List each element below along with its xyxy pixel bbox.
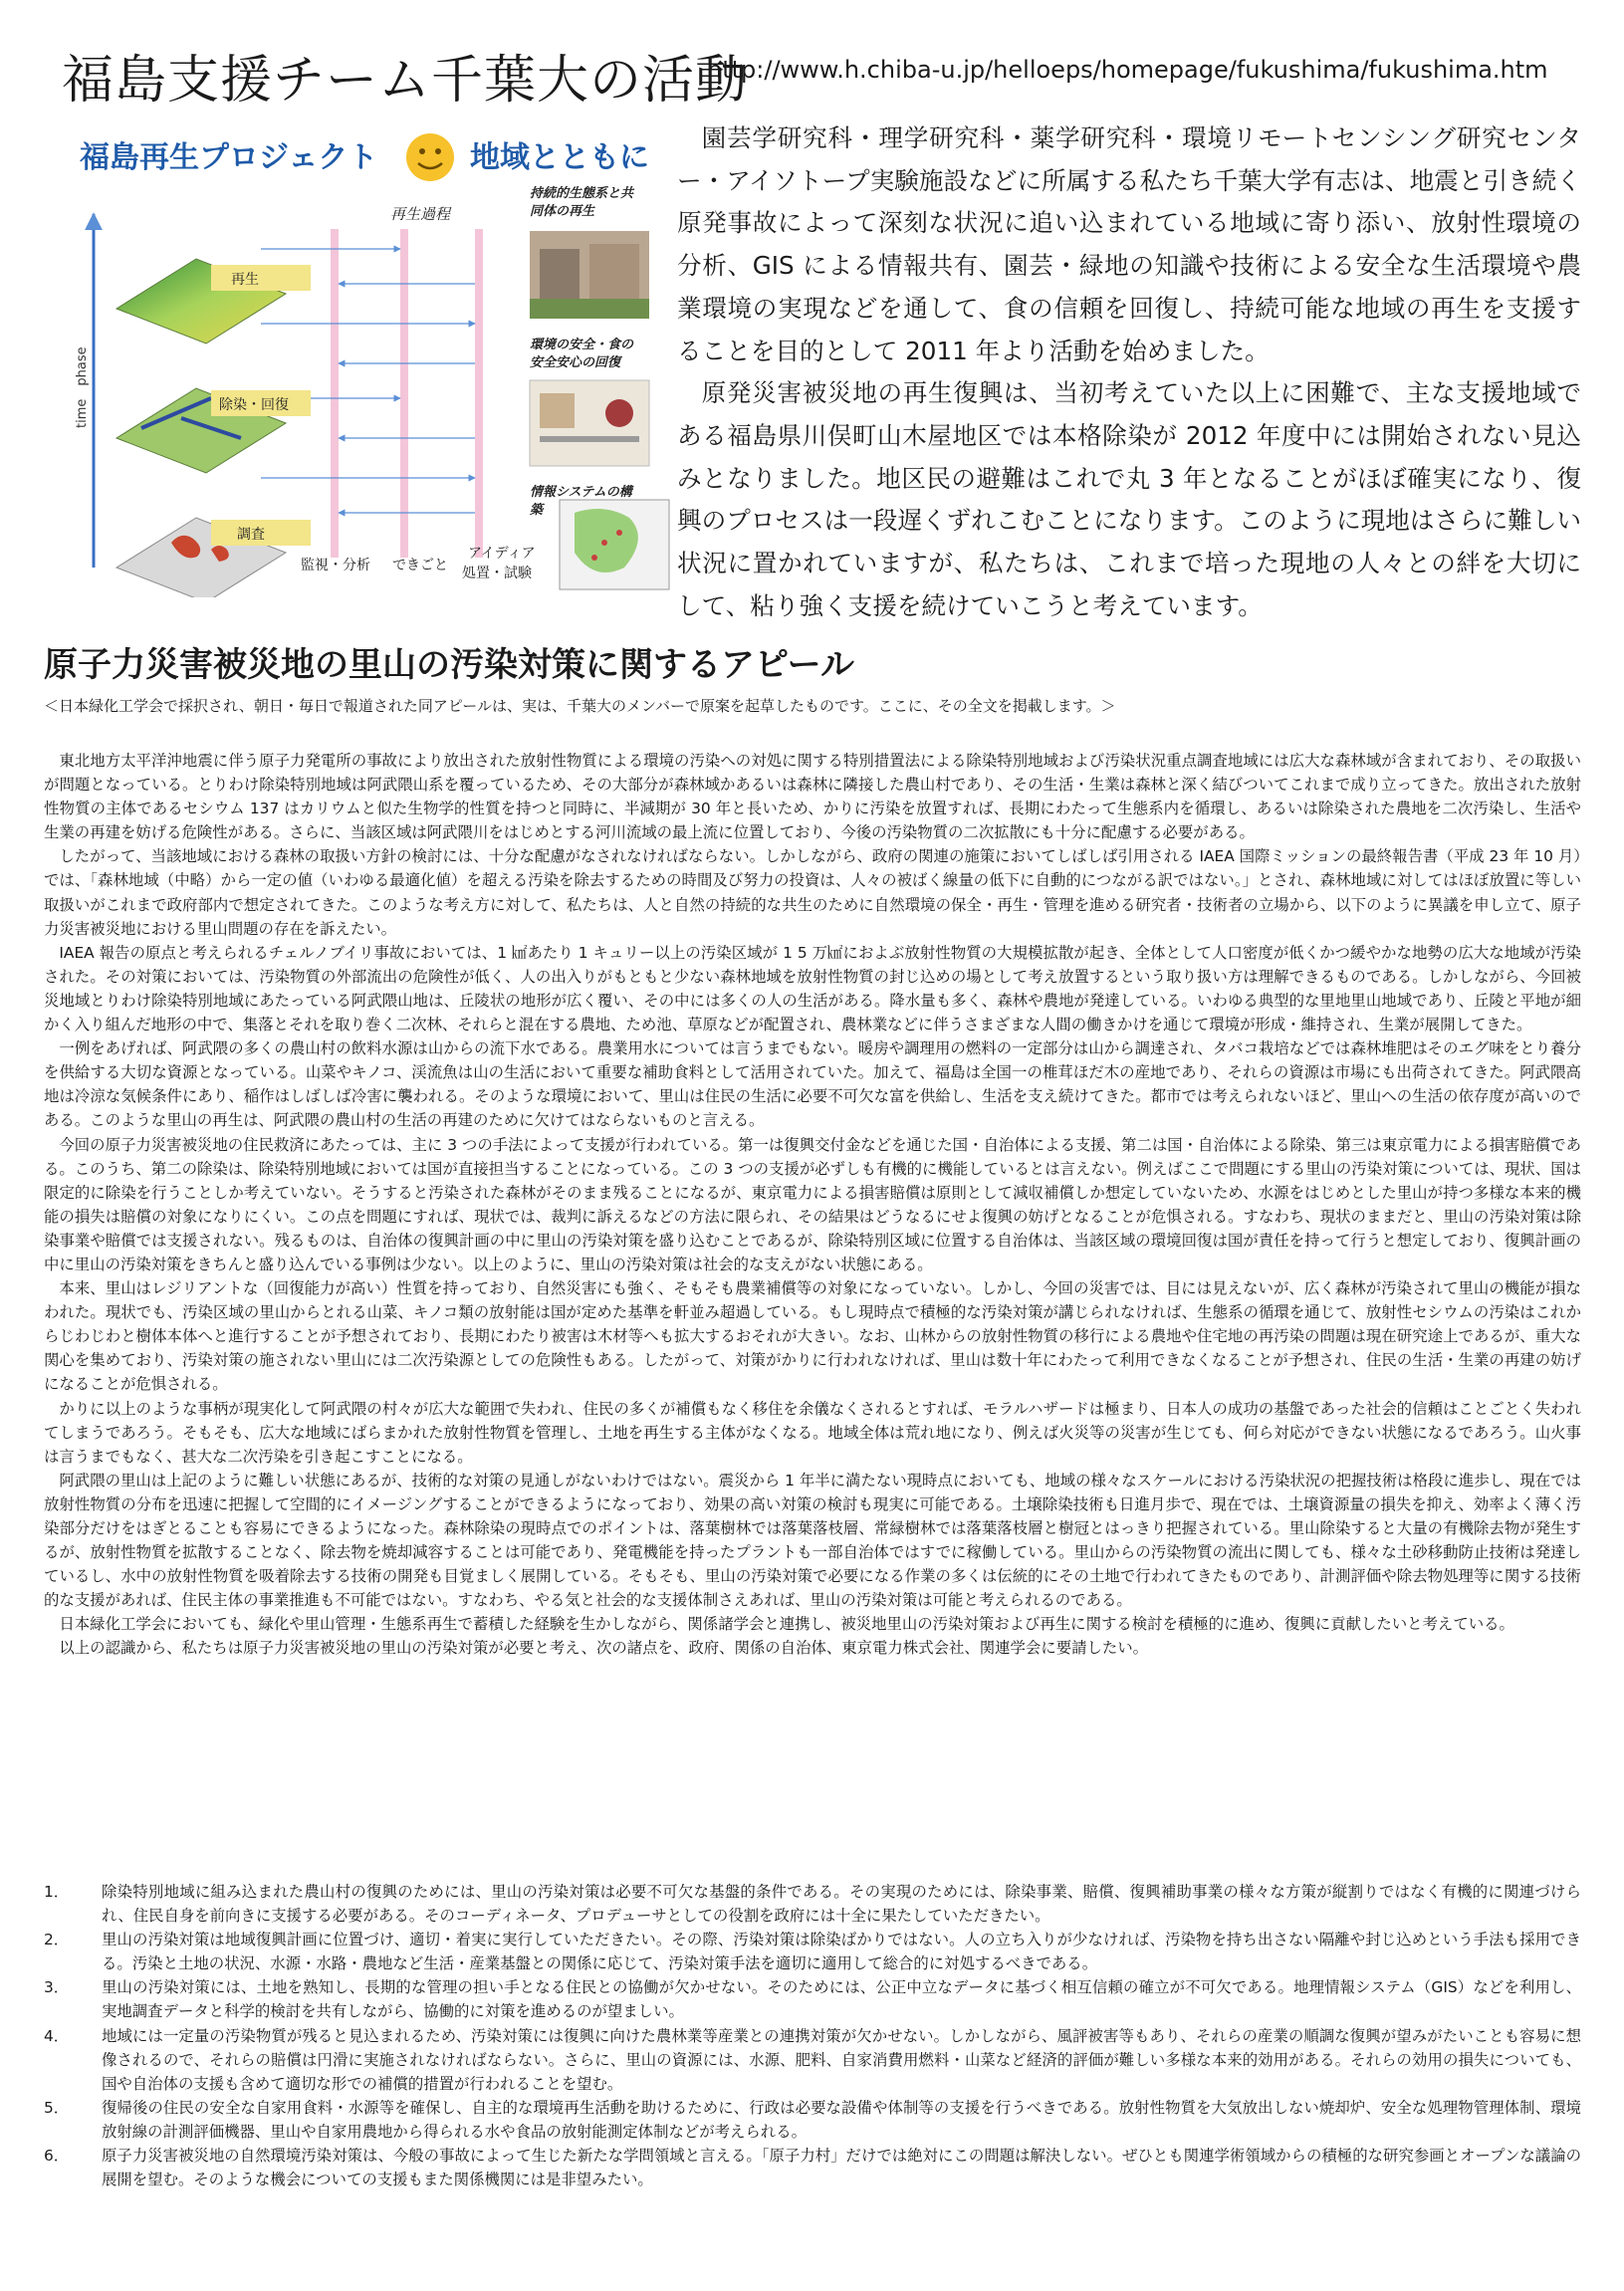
project-diagram	[62, 119, 679, 597]
stage-label: 調査	[237, 527, 265, 543]
page-url[interactable]: http://www.h.chiba-u.jp/helloeps/homepage/fukushima/fukushima.htm	[707, 56, 1548, 84]
list-item	[44, 2096, 1581, 2144]
list-number: 2．	[44, 1931, 70, 1949]
appeal-body	[44, 749, 1581, 1661]
list-number: 3．	[44, 1978, 70, 1997]
header	[62, 38, 1575, 111]
right-label: 築	[530, 503, 544, 518]
list-item	[44, 1975, 1581, 2023]
bottom-label: アイディア	[468, 546, 536, 562]
appeal-paragraph: 本来、里山はレジリアントな（回復能力が高い）性質を持っており、自然災害にも強く、そもそも農業補償等の対象になっていない。しかし、今回の災害では、目には見えないが、広く森林が汚染されて里山の機能が損なわれた。現状でも、汚染区域の里山からとれる山菜、キノコ類の放射能は国が定めた基準を軒並み超過している。もし現時点で積極的な汚染対策が講じられなければ、生態系の循環を通じて、放射性セシウムの汚染はこれからじわじわと樹体本体へと進行することが予想されており、長期にわたり被害は木材等へも拡大するおそれが大きい。なお、山林からの放射性物質の移行による農地や住宅地の再汚染の問題は現在研究途上であるが、重大な関心を集めており、汚染対策の施されない里山には二次汚染源としての危険性もある。したがって、対策がかりに行われなければ、里山は数十年にわたって利用できなくなることが予想され、住民の生活・生業の再建の妨げになることが危惧される。	[44, 1279, 1581, 1394]
appeal-title: 原子力災害被災地の里山の汚染対策に関するアピール	[44, 645, 854, 685]
right-label: 同体の再生	[530, 204, 595, 219]
list-item	[44, 1928, 1581, 1975]
list-text: 里山の汚染対策は地域復興計画に位置づけ、適切・着実に実行していただきたい。その際、汚染対策は除染ばかりではない。人の立ち入りが少なければ、汚染物を持ち出さない隔離や封じ込めという手法も採用できる。汚染と土地の状況、水源・水路・農地など生活・産業基盤との関係に応じて、汚染対策手法を適切に適用して総合的に対処するべきである。	[102, 1931, 1581, 1973]
bottom-label: できごと	[392, 558, 448, 573]
process-label: 再生過程	[390, 205, 451, 223]
right-label: 安全安心の回復	[530, 355, 621, 370]
list-text: 里山の汚染対策には、土地を熟知し、長期的な管理の担い手となる住民との協働が欠かせない。そのためには、公正中立なデータに基づく相互信頼の確立が不可欠である。地理情報システム（GIS）などを利用し、実地調査データと科学的検討を共有しながら、協働的に対策を進めるのが望ましい。	[102, 1978, 1581, 2021]
list-item	[44, 1880, 1581, 1928]
time-axis-label: time phase	[75, 346, 90, 428]
intro-paragraph: 園芸学研究科・理学研究科・薬学研究科・環境リモートセンシング研究センター・アイソトープ実験施設などに所属する私たち千葉大学有志は、地震と引き続く原発事故によって深刻な状況に追い込まれている地域に寄り添い、放射性環境の分析、GIS による情報共有、園芸・緑地の知識や技術による安全な生活環境や農業環境の実現などを通して、食の信頼を回復し、持続可能な地域の再生を支援することを目的として 2011 年より活動を始めました。	[677, 123, 1581, 365]
right-label: 情報システムの構	[530, 485, 632, 500]
appeal-paragraph: 以上の認識から、私たちは原子力災害被災地の里山の汚染対策が必要と考え、次の諸点を、政府、関係の自治体、東京電力株式会社、関連学会に要請したい。	[59, 1639, 1149, 1658]
project-figure	[62, 119, 679, 597]
right-label: 持続的生態系と共	[530, 186, 634, 201]
appeal-paragraph: したがって、当該地域における森林の取扱い方針の検討には、十分な配慮がなされなければならない。しかしながら、政府の関連の施策においてしばしば引用される IAEA 国際ミッションの最終報告書（平成 23 年 10 月）では、「森林地域（中略）から一定の値（いわゆる最適化値）を超える汚染を除去するための時間及び努力の投資は、人々の被ばく線量の低下に自動的につながる訳ではない。」とされ、森林地域に対してはほぼ放置に等しい取扱いがこれまで政府部内で想定されてきた。このような考え方に対して、私たちは、人と自然の持続的な共生のために自然環境の保全・再生・管理を進める研究者・技術者の立場から、以下のように異議を申し立て、原子力災害被災地における里山問題の存在を訴えたい。	[44, 847, 1581, 938]
list-text: 復帰後の住民の安全な自家用食料・水源等を確保し、自主的な環境再生活動を助けるために、行政は必要な設備や体制等の支援を行うべきである。放射性物質を大気放出しない焼却炉、安全な処理物管理体制、環境放射線の計測評価機器、里山や自家用農地から得られる水や食品の放射能測定体制などが考えられる。	[102, 2098, 1581, 2141]
appeal-note: ＜日本緑化工学会で採択され、朝日・毎日で報道された同アピールは、実は、千葉大のメンバーで原案を起草したものです。ここに、その全文を掲載します。＞	[44, 697, 1116, 715]
list-number: 4．	[44, 2026, 70, 2045]
list-number: 6．	[44, 2147, 70, 2166]
bottom-label: 監視・分析	[301, 558, 370, 573]
list-number: 1．	[44, 1883, 70, 1901]
list-text: 地域には一定量の汚染物質が残ると見込まれるため、汚染対策には復興に向けた農林業等産業との連携対策が欠かせない。しかしながら、風評被害等もあり、それらの産業の順調な復興が望みがたいことも容易に想像されるので、それらの賠償は円滑に実施されなければならない。さらに、里山の資源には、水源、肥料、自家消費用燃料・山菜など経済的評価が難しい多様な本来的効用がある。それらの効用の損失についても、国や自治体の支援も含めて適切な形での補償的措置が行われることを望む。	[102, 2026, 1581, 2093]
appeal-request-list	[44, 1880, 1581, 2191]
figure-title-left: 福島再生プロジェクト	[80, 140, 378, 175]
list-item	[44, 2024, 1581, 2096]
figure-title-right: 地域とともに	[470, 140, 649, 175]
appeal-paragraph: 日本緑化工学会においても、緑化や里山管理・生態系再生で蓄積した経験を生かしながら、関係諸学会と連携し、被災地里山の汚染対策および再生に関する検討を積極的に進め、復興に貢献したいと考えている。	[59, 1615, 1514, 1634]
stage-label: 除染・回復	[219, 397, 289, 413]
list-number: 5．	[44, 2098, 70, 2117]
intro-paragraph: 原発災害被災地の再生復興は、当初考えていた以上に困難で、主な支援地域である福島県川俣町山木屋地区では本格除染が 2012 年度中には開始されない見込みとなりました。地区民の避難はこれで丸 3 年となることがほぼ確実になり、復興のプロセスは一段遅くずれこむことになります。このように現地はさらに難しい状況に置かれていますが、私たちは、これまで培った現地の人々との絆を大切にして、粘り強く支援を続けていこうと考えています。	[677, 378, 1582, 620]
list-text: 原子力災害被災地の自然環境汚染対策は、今般の事故によって生じた新たな学問領域と言える。「原子力村」だけでは絶対にこの問題は解決しない。ぜひとも関連学術領域からの積極的な研究参画とオープンな議論の展開を望む。そのような機会についての支援もまた関係機関には是非望みたい。	[102, 2147, 1581, 2189]
appeal-paragraph: 東北地方太平洋沖地震に伴う原子力発電所の事故により放出された放射性物質による環境の汚染への対処に関する特別措置法による除染特別地域および汚染状況重点調査地域には広大な森林域が含まれており、その取扱いが問題となっている。とりわけ除染特別地域は阿武隈山系を覆っているため、その大部分が森林域かあるいは森林に隣接した農山村であり、その生活・生業は森林と深く結びついてこれまで成り立ってきた。放出された放射性物質の主体であるセシウム 137 はカリウムと似た生物学的性質を持つと同時に、半減期が 30 年と長いため、かりに汚染を放置すれば、長期にわたって生態系内を循環し、あるいは除染された農地を二次汚染し、生活や生業の再建を妨げる危険性がある。さらに、当該区域は阿武隈川をはじめとする河川流域の最上流に位置しており、今後の汚染物質の二次拡散にも十分に配慮する必要がある。	[44, 752, 1581, 842]
appeal-paragraph: 阿武隈の里山は上記のように難しい状態にあるが、技術的な対策の見通しがないわけではない。震災から 1 年半に満たない現時点においても、地域の様々なスケールにおける汚染状況の把握技術は格段に進歩し、現在では放射性物質の分布を迅速に把握して空間的にイメージングすることができるようになっており、効果の高い対策の検討も現実に可能である。土壌除染技術も日進月歩で、現在では、土壌資源量の損失を抑え、効率よく薄く汚染部分だけをはぎとることも容易にできるようになった。森林除染の現時点でのポイントは、落葉樹林では落葉落枝層、常緑樹林では落葉落枝層と樹冠とはっきり把握されている。里山除染すると大量の有機除去物が発生するが、放射性物質を拡散することなく、除去物を焼却減容することは可能であり、発電機能を持ったプラントも一部自治体ではすでに稼働している。里山からの汚染物質の流出に関しても、様々な土砂移動防止技術は発達しているし、水中の放射性物質を吸着除去する技術の開発も目覚ましく展開している。そもそも、里山の汚染対策で必要になる作業の多くは伝統的にその土地で行われてきたものであり、計測評価や除去物処理等に関する技術的な支援があれば、住民主体の事業推進も不可能ではない。すなわち、やる気と社会的な支援体制さえあれば、里山の汚染対策は可能と考えられるのである。	[44, 1471, 1581, 1610]
intro-text	[677, 117, 1581, 627]
appeal-paragraph: 一例をあげれば、阿武隈の多くの農山村の飲料水源は山からの流下水である。農業用水については言うまでもない。暖房や調理用の燃料の一定部分は山から調達され、タバコ栽培などでは森林堆肥はそのエグ味をとり養分を供給する大切な資源となっている。山菜やキノコ、渓流魚は山の生活において重要な補助食料として活用されていた。加えて、福島は全国一の椎茸ほだ木の産地であり、それらの資源は市場にも出荷されてきた。阿武隈高地は冷涼な気候条件にあり、稲作はしばしば冷害に襲われる。そのような環境において、里山は住民の生活に必要不可欠な富を供給し、生活を支え続けてきた。都市では考えられないほど、里山への生活の依存度が高いのである。このような里山の再生は、阿武隈の農山村の生活の再建のために欠けてはならないものと言える。	[44, 1039, 1581, 1130]
stage-label: 再生	[231, 272, 259, 288]
smiley-icon	[406, 133, 454, 181]
right-label: 環境の安全・食の	[530, 338, 634, 352]
list-text: 除染特別地域に組み込まれた農山村の復興のためには、里山の汚染対策は必要不可欠な基盤的条件である。その実現のためには、除染事業、賠償、復興補助事業の様々な方策が縦割りではなく有機的に関連づけられ、住民自身を前向きに支援する必要がある。そのコーディネータ、プロデューサとしての役割を政府には十全に果たしていただきたい。	[102, 1883, 1581, 1926]
bottom-label: 処置・試験	[462, 566, 532, 581]
list-item	[44, 2144, 1581, 2191]
appeal-paragraph: IAEA 報告の原点と考えられるチェルノブイリ事故においては、1 ㎢あたり 1 キュリー以上の汚染区域が 1 5 万㎢におよぶ放射性物質の大規模拡散が起き、全体として人口密度が低くかつ緩やかな地勢の広大な地域が汚染された。その対策においては、汚染物質の外部流出の危険性が低く、人の出入りがもともと少ない森林地域を放射性物質の封じ込めの場として考え放置するという取り扱い方は理解できるものである。しかしながら、今回被災地域とりわけ除染特別地域にあたっている阿武隈山地は、丘陵状の地形が広く覆い、その中には多くの人の生活がある。降水量も多く、森林や農地が発達している。いわゆる典型的な里地里山地域であり、丘陵と平地が細かく入り組んだ地形の中で、集落とそれを取り巻く二次林、それらと混在する農地、ため池、草原などが配置され、農林業などに伴うさまざまな人間の働きかけを通じて環境が形成・維持され、生業が展開してきた。	[44, 943, 1581, 1034]
page-title: 福島支援チーム千葉大の活動	[62, 51, 749, 111]
appeal-paragraph: 今回の原子力災害被災地の住民救済にあたっては、主に 3 つの手法によって支援が行われている。第一は復興交付金などを通じた国・自治体による支援、第二は国・自治体による除染、第三は東京電力による損害賠償である。このうち、第二の除染は、除染特別地域においては国が直接担当することになっている。この 3 つの支援が必ずしも有機的に機能しているとは言えない。例えばここで問題にする里山の汚染対策については、現状、国は限定的に除染を行うことしか考えていない。そうすると汚染された森林がそのまま残ることになるが、東京電力による損害賠償は原則として減収補償しか想定していないため、水源をはじめとした里山が持つ多様な本来的機能の損失は賠償の対象になりにくい。この点を問題にすれば、現状では、裁判に訴えるなどの方法に限られ、その結果はどうなるにせよ復興の妨げとなることが危惧される。すなわち、現状のままだと、里山の汚染対策は除染事業や賠償では支援されない。残るものは、自治体の復興計画の中に里山の汚染対策を盛り込むことであるが、除染特別区域に位置する自治体は、当該区域の環境回復は国が責任を持って行うと想定しており、復興計画の中に里山の汚染対策をきちんと盛り込んでいる事例は少ない。以上のように、里山の汚染対策は社会的な支えがない状態にある。	[44, 1135, 1581, 1273]
appeal-paragraph: かりに以上のような事柄が現実化して阿武隈の村々が広大な範囲で失われ、住民の多くが補償もなく移住を余儀なくされるとすれば、モラルハザードは極まり、日本人の成功の基盤であった社会的信頼はことごとく失われてしまうであろう。そもそも、広大な地域にばらまかれた放射性物質を管理し、土地を再生する主体がなくなる。地域全体は荒れ地になり、例えば火災等の災害が生じても、何ら対応ができない状態になるであろう。山火事は言うまでもなく、甚大な二次汚染を引き起こすことになる。	[44, 1399, 1581, 1466]
